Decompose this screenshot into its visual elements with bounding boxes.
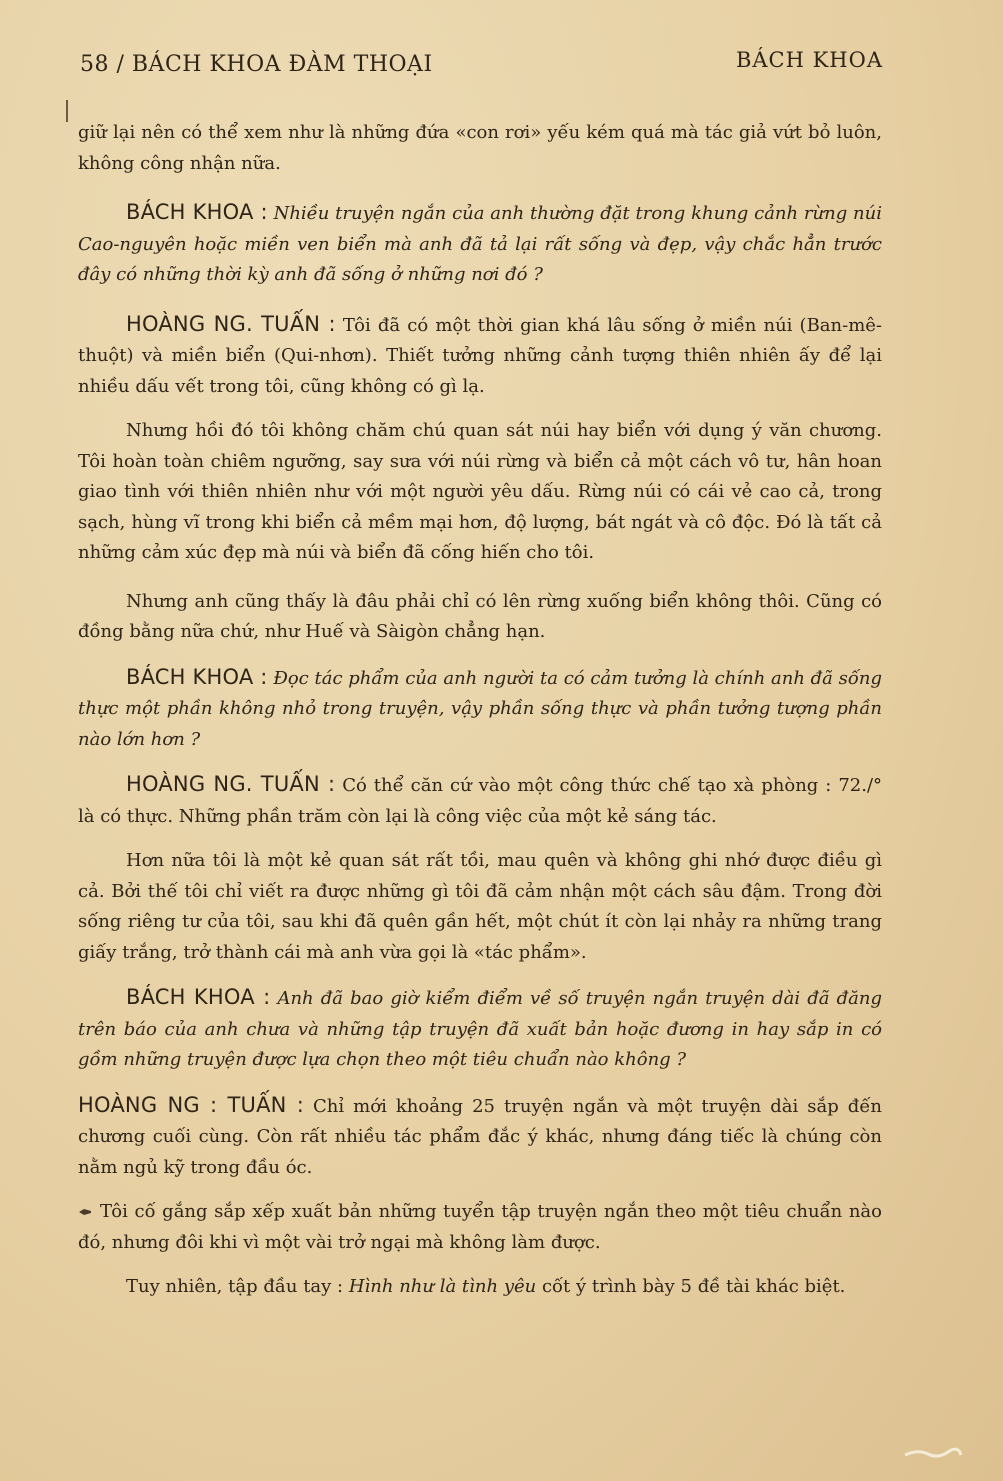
paragraph [78, 118, 882, 179]
question-text: Đọc tác phẩm của anh người ta có cảm tưởng là chính anh đã sống thực một phần không nhỏ trong truyện, vậy phần sống thực và phần tưởng tượng phần nào lớn hơn ? [78, 667, 883, 750]
paragraph [78, 1197, 882, 1258]
speaker-label: BÁCH KHOA : [126, 664, 268, 689]
speaker-label: HOÀNG NG. TUẤN : [126, 311, 336, 336]
paragraph [78, 416, 882, 569]
article-body [78, 118, 882, 1317]
answer-text: Chỉ mới khoảng 25 truyện ngắn và một truyện dài sắp đến chương cuối cùng. Còn rất nhiều tác phẩm đắc ý khác, nhưng đáng tiếc là chúng còn nằm ngủ kỹ trong đầu óc. [78, 1095, 882, 1178]
paragraph-text: Nhưng anh cũng thấy là đâu phải chỉ có lên rừng xuống biển không thôi. Cũng có đồng bằng nữa chứ, như Huế và Sàigòn chẳng hạn. [78, 590, 882, 642]
page-number-and-section-title: 58 / BÁCH KHOA ĐÀM THOẠI [80, 52, 433, 77]
paragraph-text-before: Tuy nhiên, tập đầu tay : [126, 1276, 349, 1297]
interviewee-answer [78, 309, 882, 403]
paragraph-text: Nhưng hồi đó tôi không chăm chú quan sát núi hay biển với dụng ý văn chương. Tôi hoàn toàn chiêm ngưỡng, say sưa với núi rừng và biển cả một cách vô tư, hân hoan giao tình với thiên nhiên như với một người yêu dấu. Rừng núi có cái vẻ cao cả, trong sạch, hùng vĩ trong khi biển cả mềm mại hơn, độ lượng, bát ngát và cô độc. Đó là tất cả những cảm xúc đẹp mà núi và biển đã cống hiến cho tôi. [78, 420, 882, 563]
margin-mark [66, 100, 68, 122]
book-title: Hình như là tình yêu [348, 1276, 537, 1297]
speaker-label: HOÀNG NG. TUẤN : [126, 772, 336, 796]
running-header [80, 48, 883, 88]
interviewer-question [78, 982, 882, 1076]
paragraph-text: Tôi cố gắng sắp xếp xuất bản những tuyển tập truyện ngắn theo một tiêu chuẩn nào đó, nhưng đôi khi vì một vài trở ngại mà không làm được. [78, 1201, 882, 1253]
interviewee-answer [78, 769, 882, 832]
speaker-label: BÁCH KHOA : [126, 985, 271, 1009]
speaker-label: BÁCH KHOA : [126, 200, 268, 224]
answer-text: Tôi đã có một thời gian khá lâu sống ở miền núi (Ban-mê-thuột) và miền biển (Qui-nhơn). Thiết tưởng những cảnh tượng thiên nhiên ấy để lại nhiều dấu vết trong tôi, cũng không có gì lạ. [78, 314, 883, 397]
paragraph-text: giữ lại nên có thể xem như là những đứa «con rơi» yếu kém quá mà tác giả vứt bỏ luôn, không công nhận nữa. [78, 122, 882, 174]
interviewer-question [78, 662, 882, 756]
question-text: Anh đã bao giờ kiểm điểm về số truyện ngắn truyện dài đã đăng trên báo của anh chưa và những tập truyện đã xuất bản hoặc đương in hay sắp in có gồm những truyện được lựa chọn theo một tiêu chuẩn nào không ? [78, 988, 883, 1070]
answer-text: Có thể căn cứ vào một công thức chế tạo xà phòng : 72./° là có thực. Những phần trăm còn lại là công việc của một kẻ sáng tác. [78, 775, 883, 827]
interviewee-answer [78, 1090, 882, 1184]
interviewer-question [78, 197, 882, 291]
paragraph [78, 587, 882, 648]
paragraph-text-after: cốt ý trình bày 5 đề tài khác biệt. [536, 1276, 846, 1297]
magazine-title: BÁCH KHOA [735, 48, 883, 72]
paper-stain-mark [903, 1445, 963, 1461]
paragraph-text: Hơn nữa tôi là một kẻ quan sát rất tồi, mau quên và không ghi nhớ được điều gì cả. Bởi thế tôi chỉ viết ra được những gì tôi đã cảm nhận một cách sâu đậm. Trong đời sống riêng tư của tôi, sau khi đã quên gần hết, một chút ít còn lại nhảy ra những trang giấy trắng, trở thành cái mà anh vừa gọi là «tác phẩm». [78, 850, 882, 963]
paragraph [78, 846, 882, 968]
paragraph [78, 1272, 882, 1303]
speaker-label: HOÀNG NG : TUẤN : [78, 1092, 305, 1117]
question-text: Nhiều truyện ngắn của anh thường đặt trong khung cảnh rừng núi Cao-nguyên hoặc miền ven biển mà anh đã tả lại rất sống và đẹp, vậy chắc hẳn trước đây có những thời kỳ anh đã sống ở những nơi đó ? [78, 203, 882, 285]
pointing-hand-icon [78, 1207, 92, 1217]
